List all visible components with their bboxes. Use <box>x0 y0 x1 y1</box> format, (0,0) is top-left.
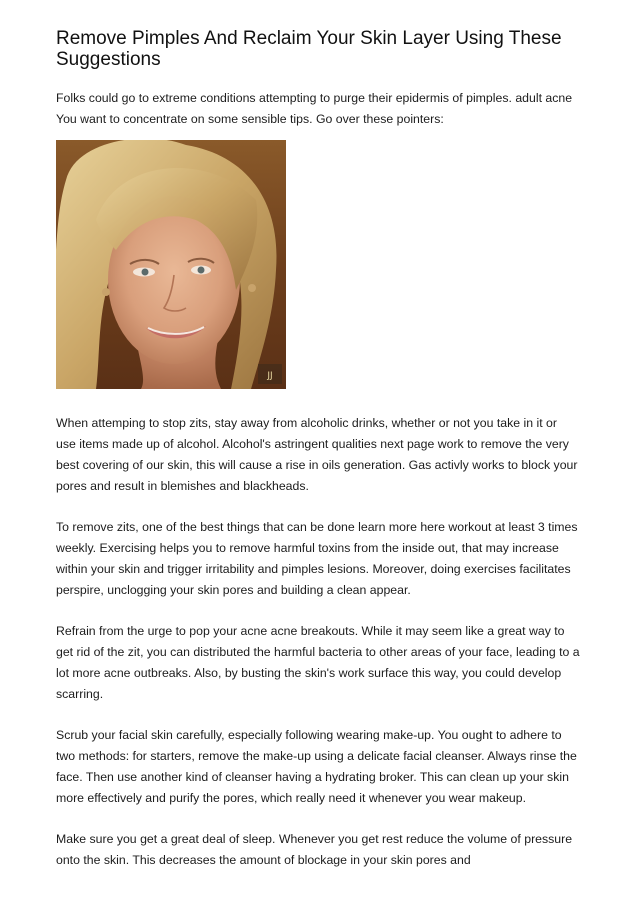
svg-text:JJ: JJ <box>267 371 273 381</box>
paragraph-sleep: Make sure you get a great deal of sleep. Whenever you get rest reduce the volume of pressure onto the skin. This decreases the amount of blockage in your skin pores and <box>56 832 573 867</box>
paragraph-alcohol: When attemping to stop zits, stay away from alcoholic drinks, whether or not you take in it or use items made up of alcohol. Alcohol's astringent qualities next page work to remove the very best covering of our skin, this will cause a rise in oils generation. Gas activly works to block your pores and result in blemishes and blackheads. <box>56 416 578 493</box>
document-title: Remove Pimples And Reclaim Your Skin Layer Using These Suggestions <box>56 28 562 70</box>
watermark <box>258 364 282 384</box>
paragraph-scrub: Scrub your facial skin carefully, especially following wearing make-up. You ought to adhere to two methods: for starters, remove the make-up using a delicate facial cleanser. Always rinse the face. Then use another kind of cleanser having a hydrating broker. This can clean up your skin more effectively and purify the pores, which really need it whenever you wear makeup. <box>56 728 577 805</box>
intro-paragraph: Folks could go to extreme conditions attempting to purge their epidermis of pimples. adult acne You want to concentrate on some sensible tips. Go over these pointers: <box>56 91 573 126</box>
paragraph-exercise: To remove zits, one of the best things that can be done learn more here workout at least 3 times weekly. Exercising helps you to remove harmful toxins from the inside out, that may increase within your skin and trigger irritability and pimples lesions. Moreover, doing exercises facilitates perspire, unclogging your skin pores and building a clean appear. <box>56 520 578 597</box>
portrait-photo <box>56 140 286 389</box>
portrait-image <box>56 140 286 389</box>
paragraph-popping: Refrain from the urge to pop your acne acne breakouts. While it may seem like a great way to get rid of the zit, you can distributed the harmful bacteria to other areas of your face, leading to a lot more acne outbreaks. Also, by busting the skin's work surface this way, you could develop scarring. <box>56 624 580 701</box>
